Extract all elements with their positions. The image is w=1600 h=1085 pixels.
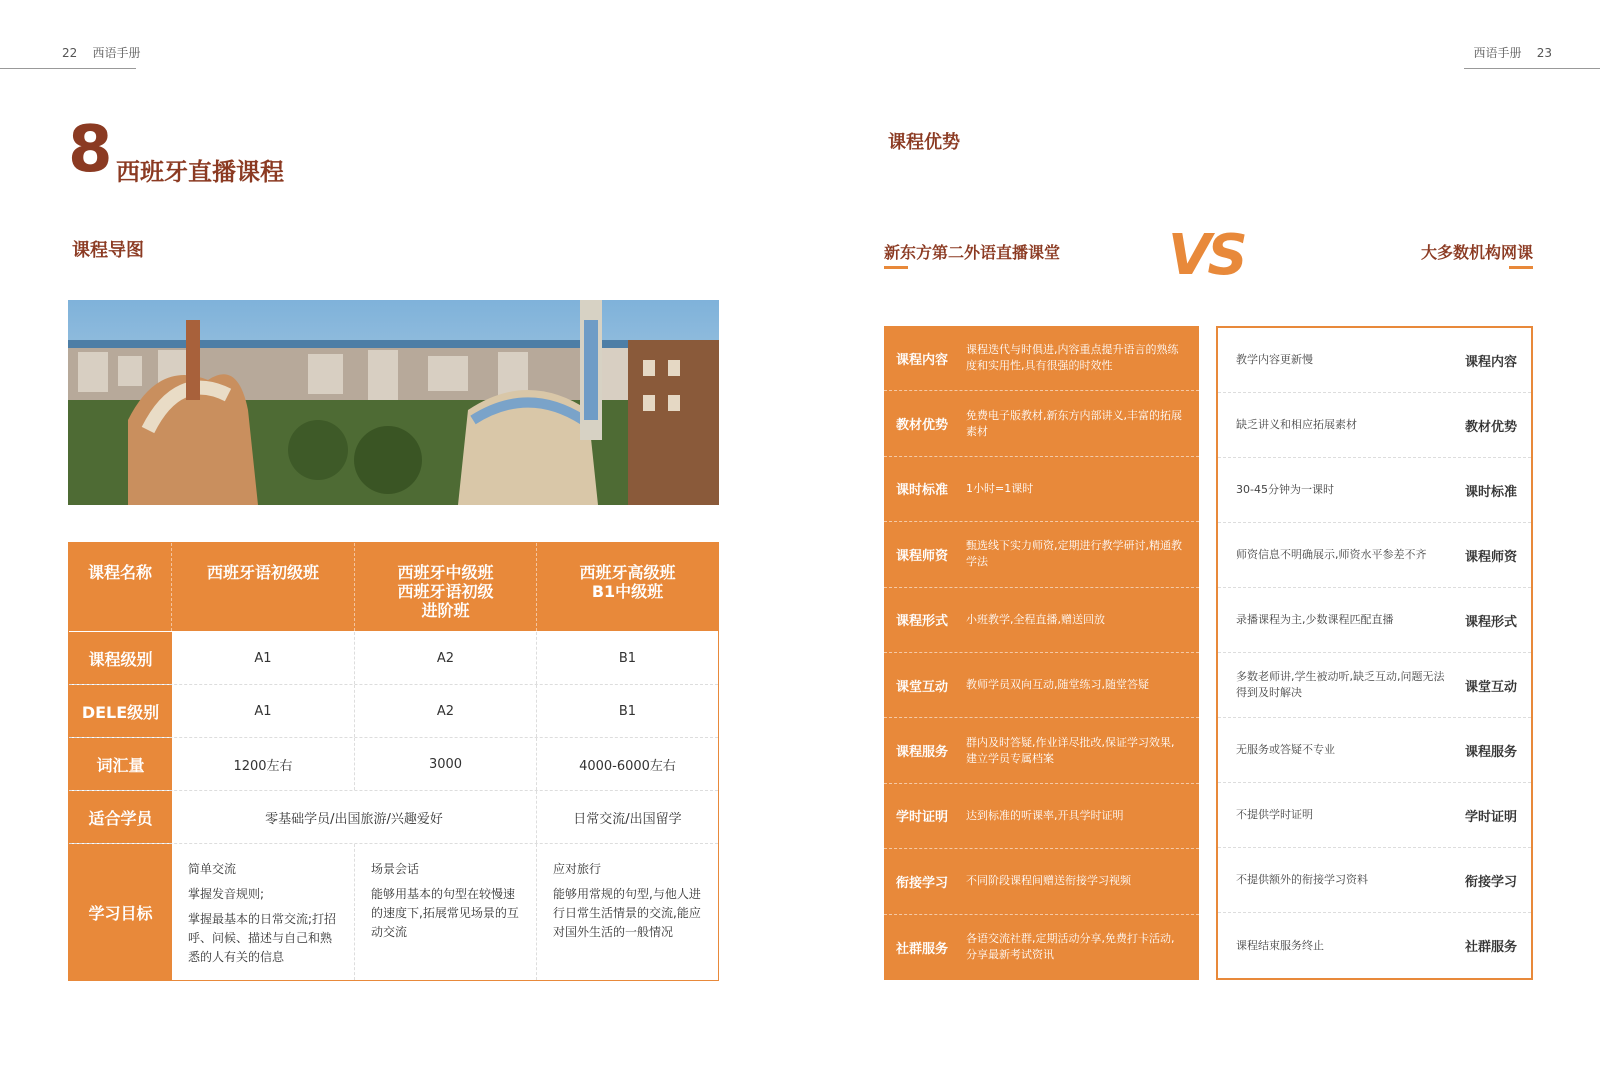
table-cell: B1 xyxy=(618,703,637,719)
list-item xyxy=(1218,393,1531,458)
right-row-label: 课程服务 xyxy=(1464,744,1517,760)
table-cell-merged: 零基础学员/出国旅游/兴趣爱好 xyxy=(172,791,537,843)
left-page-header xyxy=(62,44,141,61)
table-cell: 日常交流/出国留学 xyxy=(573,811,682,827)
list-item xyxy=(1218,458,1531,523)
course-advantage-heading: 课程优势 xyxy=(884,128,964,154)
header-course-name: 课程名称 xyxy=(69,543,172,631)
right-page-number: 23 xyxy=(1536,46,1552,60)
left-row-label: 衔接学习 xyxy=(896,875,949,891)
comparison-left-panel xyxy=(884,326,1199,980)
table-cell: A1 xyxy=(172,685,355,737)
right-row-label: 学时证明 xyxy=(1464,809,1517,825)
left-running-title: 西语手册 xyxy=(92,46,141,60)
left-row-text: 各语交流社群,定期活动分享,免费打卡活动,分享最新考试资讯 xyxy=(966,932,1175,962)
right-row-label: 课程内容 xyxy=(1464,354,1517,370)
right-row-label: 教材优势 xyxy=(1464,419,1517,435)
list-item xyxy=(884,915,1199,980)
list-item xyxy=(884,588,1199,653)
right-row-label: 课堂互动 xyxy=(1464,679,1517,695)
goal-cell-beginner xyxy=(172,844,355,980)
table-cell: 4000-6000左右 xyxy=(579,758,676,774)
left-row-text: 小班教学,全程直播,赠送回放 xyxy=(966,612,1105,626)
right-row-text: 不提供额外的衔接学习资料 xyxy=(1236,873,1368,886)
list-item xyxy=(884,391,1199,456)
left-row-text: 1小时=1课时 xyxy=(966,481,1034,495)
list-item xyxy=(1218,653,1531,718)
barcelona-photo xyxy=(68,300,719,505)
left-row-label: 课时标准 xyxy=(896,483,949,499)
right-row-label: 社群服务 xyxy=(1464,940,1517,955)
header-intermediate: 西班牙中级班 西班牙语初级 进阶班 xyxy=(355,543,537,631)
course-guide-heading: 课程导图 xyxy=(68,236,148,262)
row-label-vocab: 词汇量 xyxy=(69,738,172,790)
left-title-underline xyxy=(884,266,908,269)
list-item xyxy=(884,457,1199,522)
list-item xyxy=(1218,718,1531,783)
table-cell: 3000 xyxy=(355,738,537,790)
right-row-text: 30-45分钟为一课时 xyxy=(1236,483,1334,496)
left-row-text: 达到标准的听课率,开具学时证明 xyxy=(966,808,1124,822)
right-row-text: 缺乏讲义和相应拓展素材 xyxy=(1236,418,1357,431)
table-cell: 1200左右 xyxy=(172,738,355,790)
left-row-label: 学时证明 xyxy=(896,810,949,826)
list-item xyxy=(1218,588,1531,653)
left-row-text: 教师学员双向互动,随堂练习,随堂答疑 xyxy=(966,678,1149,692)
goal-text: 掌握最基本的日常交流;打招呼、问候、描述与自己和熟悉的人有关的信息 xyxy=(188,912,337,964)
left-row-label: 课程内容 xyxy=(896,352,949,368)
comparison-right-panel xyxy=(1216,326,1533,980)
left-row-text: 不同阶段课程间赠送衔接学习视频 xyxy=(966,874,1131,888)
left-row-text: 课程迭代与时俱进,内容重点提升语言的熟练度和实用性,具有很强的时效性 xyxy=(966,343,1179,373)
left-row-label: 课程服务 xyxy=(896,745,949,761)
right-row-label: 衔接学习 xyxy=(1464,874,1517,890)
row-label-dele: DELE级别 xyxy=(69,685,172,737)
left-page-number: 22 xyxy=(62,46,78,60)
left-row-label: 课程形式 xyxy=(896,614,949,630)
right-row-text: 不提供学时证明 xyxy=(1236,808,1313,821)
course-table xyxy=(68,542,719,981)
table-cell: A1 xyxy=(172,632,355,684)
vs-mark: VS xyxy=(1168,223,1244,288)
left-row-label: 教材优势 xyxy=(896,418,949,434)
table-cell: A2 xyxy=(355,632,537,684)
row-label-level: 课程级别 xyxy=(69,632,172,684)
right-row-text: 多数老师讲,学生被动听,缺乏互动,问题无法得到及时解决 xyxy=(1236,670,1445,699)
row-label-goal: 学习目标 xyxy=(69,844,172,980)
table-row xyxy=(69,791,718,844)
left-row-text: 免费电子版教材,新东方内部讲义,丰富的拓展素材 xyxy=(966,408,1182,438)
goal-text: 场景会话 xyxy=(371,862,420,876)
list-item xyxy=(884,522,1199,587)
left-row-label: 课堂互动 xyxy=(896,679,949,695)
goal-text: 能够用常规的句型,与他人进行日常生活情景的交流,能应对国外生活的一般情况 xyxy=(553,887,701,939)
goal-text: 能够用基本的句型在较慢速的速度下,拓展常见场景的互动交流 xyxy=(371,887,519,939)
goal-cell-advanced xyxy=(537,844,718,980)
table-cell: A2 xyxy=(355,685,537,737)
left-row-text: 群内及时答疑,作业详尽批改,保证学习效果,建立学员专属档案 xyxy=(966,735,1175,765)
list-item xyxy=(884,849,1199,914)
goal-text: 简单交流 xyxy=(188,862,237,876)
right-row-label: 课程形式 xyxy=(1464,614,1517,630)
goal-text: 掌握发音规则; xyxy=(188,887,265,901)
header-beginner: 西班牙语初级班 xyxy=(172,543,355,631)
list-item xyxy=(884,653,1199,718)
comparison-left-title: 新东方第二外语直播课堂 xyxy=(884,243,1061,262)
table-row xyxy=(69,685,718,738)
left-header-rule xyxy=(0,68,136,69)
goal-text: 应对旅行 xyxy=(553,862,602,876)
section-title: 西班牙直播课程 xyxy=(116,158,284,186)
right-row-label: 课程师资 xyxy=(1464,549,1517,565)
list-item xyxy=(1218,328,1531,393)
list-item xyxy=(884,326,1199,391)
right-row-text: 录播课程为主,少数课程匹配直播 xyxy=(1236,613,1394,626)
left-row-text: 甄选线下实力师资,定期进行教学研讨,精通教学法 xyxy=(966,539,1182,569)
section-number: 8 xyxy=(68,113,113,187)
list-item xyxy=(884,718,1199,783)
right-row-text: 课程结束服务终止 xyxy=(1236,938,1324,952)
list-item xyxy=(1218,523,1531,588)
right-row-text: 无服务或答疑不专业 xyxy=(1236,743,1335,756)
table-cell: B1 xyxy=(618,650,637,666)
table-header-row xyxy=(69,543,718,632)
left-row-label: 课程师资 xyxy=(896,548,949,564)
list-item xyxy=(1218,783,1531,848)
header-advanced: 西班牙高级班 B1中级班 xyxy=(537,543,718,631)
list-item xyxy=(884,784,1199,849)
row-label-audience: 适合学员 xyxy=(69,791,172,843)
list-item xyxy=(1218,913,1531,978)
table-row xyxy=(69,738,718,791)
left-row-label: 社群服务 xyxy=(896,941,949,957)
right-title-underline xyxy=(1509,266,1533,269)
right-header-rule xyxy=(1464,68,1600,69)
right-row-label: 课时标准 xyxy=(1464,484,1517,500)
comparison-right-title: 大多数机构网课 xyxy=(1420,243,1533,262)
right-page-header xyxy=(1473,44,1552,61)
table-row xyxy=(69,844,718,980)
right-row-text: 教学内容更新慢 xyxy=(1236,353,1313,366)
goal-cell-intermediate xyxy=(355,844,537,980)
table-row xyxy=(69,632,718,685)
right-row-text: 师资信息不明确展示,师资水平参差不齐 xyxy=(1236,548,1427,561)
list-item xyxy=(1218,848,1531,913)
right-running-title: 西语手册 xyxy=(1473,46,1522,60)
